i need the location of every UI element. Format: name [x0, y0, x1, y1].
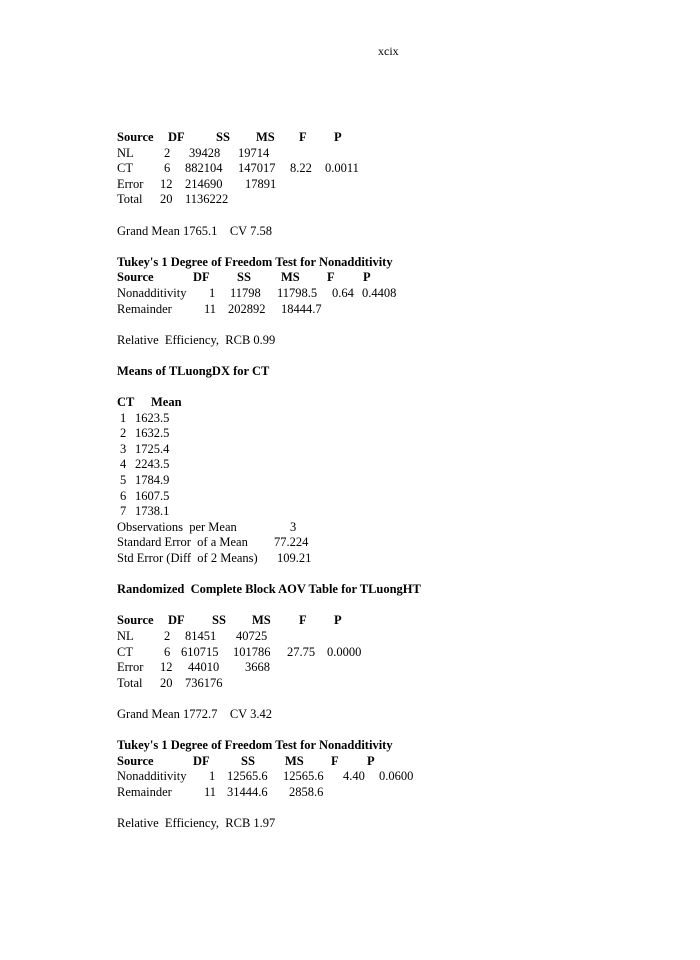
cell-source: Total	[117, 192, 143, 207]
table-row	[117, 286, 677, 302]
cell-ms: 147017	[238, 161, 276, 176]
cell-source: CT	[117, 161, 133, 176]
header-mean: Mean	[151, 395, 182, 410]
cell-ss: 882104	[185, 161, 223, 176]
table-header	[117, 395, 677, 411]
tukey-table-1	[117, 255, 677, 349]
cell-df: 1	[209, 285, 216, 300]
cell-mean: 1725.4	[135, 441, 170, 456]
header-p: P	[367, 753, 375, 768]
header-ss: SS	[237, 270, 251, 285]
header-ms: MS	[281, 270, 300, 285]
cell-ct: 5	[120, 473, 127, 488]
header-df: DF	[168, 130, 185, 144]
table-row	[117, 146, 677, 162]
grand-mean: Grand Mean 1772.7 CV 3.42	[117, 706, 272, 721]
cell-df: 1	[209, 769, 216, 784]
table-row	[117, 645, 677, 661]
header-ms: MS	[285, 753, 304, 768]
cell-source: Error	[117, 176, 144, 191]
cell-ct: 2	[120, 426, 127, 441]
table-header	[117, 270, 677, 286]
cell-mean: 1623.5	[135, 410, 170, 425]
cell-p: 0.0600	[379, 769, 414, 784]
cell-ct: 4	[120, 457, 127, 472]
grand-mean: Grand Mean 1765.1 CV 7.58	[117, 223, 272, 238]
cell-source: NL	[117, 145, 134, 160]
cell-df: 12	[160, 176, 173, 191]
table-row	[117, 161, 677, 177]
header-df: DF	[168, 613, 185, 628]
tukey-table-2	[117, 738, 677, 832]
cell-mean: 1632.5	[135, 426, 170, 441]
table-row	[117, 302, 677, 318]
table-row	[117, 442, 677, 458]
cell-p: 0.4408	[362, 285, 397, 300]
std-error-diff	[117, 551, 677, 567]
cell-ms: 3668	[245, 660, 270, 675]
cell-ss: 39428	[189, 145, 221, 160]
anova-table-2	[117, 582, 677, 722]
header-source: Source	[117, 130, 154, 144]
header-source: Source	[117, 270, 154, 285]
cell-p: 0.0000	[327, 644, 362, 659]
cell-f: 0.64	[332, 285, 354, 300]
cell-ct: 1	[120, 410, 127, 425]
cell-df: 2	[164, 629, 171, 643]
cell-ss: 736176	[185, 675, 223, 690]
section-title: Randomized Complete Block AOV Table for TLuongHT	[117, 582, 421, 597]
cell-f: 27.75	[287, 644, 316, 659]
section-title: Tukey's 1 Degree of Freedom Test for Nonadditivity	[117, 254, 393, 269]
relative-efficiency: Relative Efficiency, RCB 1.97	[117, 816, 276, 831]
header-ss: SS	[212, 613, 226, 628]
obs-value: 3	[290, 519, 297, 534]
header-source: Source	[117, 613, 154, 628]
relative-efficiency: Relative Efficiency, RCB 0.99	[117, 332, 276, 347]
page-number: xcix	[378, 44, 399, 58]
cell-ct: 6	[120, 488, 127, 503]
header-f: F	[299, 130, 307, 144]
header-ms: MS	[252, 613, 271, 628]
anova-table-1	[117, 130, 677, 239]
table-row	[117, 489, 677, 505]
table-header	[117, 754, 677, 770]
header-p: P	[334, 130, 342, 144]
cell-f: 4.40	[343, 769, 365, 784]
header-ss: SS	[216, 130, 230, 144]
cell-source: Remainder	[117, 301, 172, 316]
cell-source: Total	[117, 675, 143, 690]
table-row	[117, 785, 677, 801]
section-title: Tukey's 1 Degree of Freedom Test for Nonadditivity	[117, 738, 393, 753]
cell-ms: 17891	[245, 176, 277, 191]
cell-ss: 202892	[228, 301, 266, 316]
header-p: P	[363, 270, 371, 285]
obs-label: Observations per Mean	[117, 519, 237, 534]
cell-mean: 2243.5	[135, 457, 170, 472]
cell-source: Nonadditivity	[117, 769, 187, 784]
table-row	[117, 504, 677, 520]
cell-df: 11	[204, 784, 217, 799]
cell-ms: 40725	[236, 629, 268, 643]
standard-error	[117, 535, 677, 551]
table-row	[117, 426, 677, 442]
means-table	[117, 364, 677, 567]
header-ss: SS	[241, 753, 255, 768]
cell-ms: 101786	[233, 644, 271, 659]
cell-ct: 7	[120, 504, 127, 519]
table-header	[117, 613, 677, 629]
cell-ss: 11798	[230, 285, 261, 300]
table-row	[117, 676, 677, 692]
header-p: P	[334, 613, 342, 628]
cell-ms: 18444.7	[281, 301, 322, 316]
table-row	[117, 769, 677, 785]
cell-source: Nonadditivity	[117, 285, 187, 300]
cell-mean: 1784.9	[135, 473, 170, 488]
table-row	[117, 411, 677, 427]
table-row	[117, 660, 677, 676]
cell-df: 20	[160, 675, 173, 690]
cell-source: Remainder	[117, 784, 172, 799]
table-row	[117, 457, 677, 473]
cell-ss: 1136222	[185, 192, 229, 207]
table-row	[117, 192, 677, 208]
cell-ss: 81451	[185, 629, 217, 643]
sed-value: 109.21	[277, 551, 312, 566]
section-title: Means of TLuongDX for CT	[117, 363, 270, 378]
cell-df: 2	[164, 145, 171, 160]
cell-ms: 19714	[238, 145, 270, 160]
table-row	[117, 177, 677, 193]
cell-ct: 3	[120, 441, 127, 456]
cell-p: 0.0011	[325, 161, 359, 176]
cell-mean: 1738.1	[135, 504, 170, 519]
cell-source: NL	[117, 629, 134, 643]
header-ms: MS	[256, 130, 275, 144]
observations-per-mean	[117, 520, 677, 536]
cell-f: 8.22	[290, 161, 312, 176]
cell-df: 6	[164, 161, 171, 176]
se-value: 77.224	[274, 535, 309, 550]
table-row	[117, 629, 677, 645]
header-f: F	[327, 270, 335, 285]
cell-df: 6	[164, 644, 171, 659]
cell-df: 20	[160, 192, 173, 207]
cell-df: 12	[160, 660, 173, 675]
cell-df: 11	[204, 301, 217, 316]
cell-ss: 214690	[185, 176, 223, 191]
cell-ss: 44010	[188, 660, 220, 675]
header-ct: CT	[117, 395, 135, 410]
header-df: DF	[193, 753, 210, 768]
header-df: DF	[193, 270, 210, 285]
cell-ms: 11798.5	[277, 285, 318, 300]
table-header	[117, 130, 677, 146]
document-body	[117, 130, 677, 832]
se-label: Standard Error of a Mean	[117, 535, 248, 550]
cell-ss: 12565.6	[227, 769, 268, 784]
sed-label: Std Error (Diff of 2 Means)	[117, 551, 258, 566]
cell-ss: 31444.6	[227, 784, 268, 799]
cell-source: CT	[117, 644, 133, 659]
cell-ms: 12565.6	[283, 769, 324, 784]
table-row	[117, 473, 677, 489]
cell-ss: 610715	[181, 644, 219, 659]
cell-mean: 1607.5	[135, 488, 170, 503]
cell-source: Error	[117, 660, 144, 675]
header-source: Source	[117, 753, 154, 768]
header-f: F	[331, 753, 339, 768]
cell-ms: 2858.6	[289, 784, 324, 799]
header-f: F	[299, 613, 307, 628]
